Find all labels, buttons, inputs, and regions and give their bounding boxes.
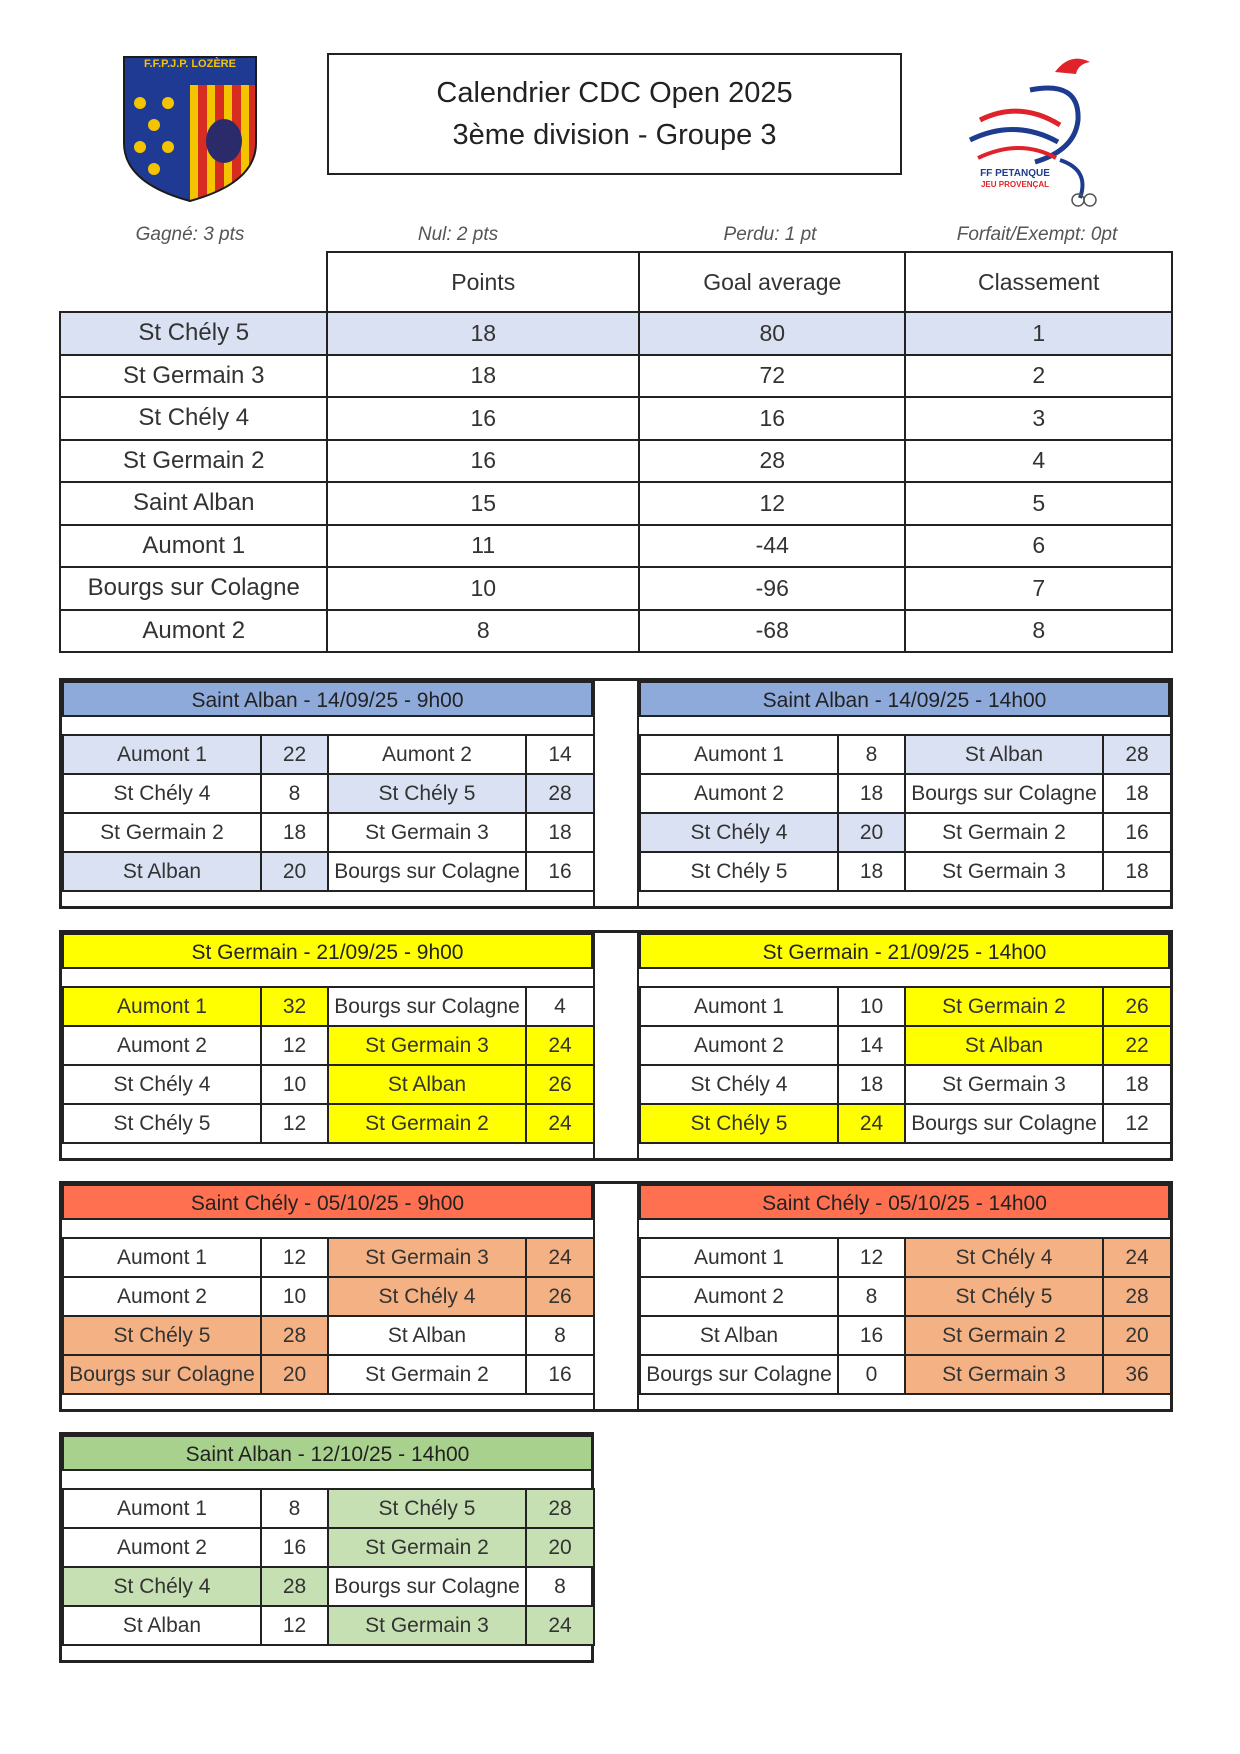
team-a: Aumont 2 (640, 1277, 838, 1316)
score-b: 18 (526, 813, 594, 852)
team-a: Bourgs sur Colagne (640, 1355, 838, 1394)
session-title: Saint Alban - 14/09/25 - 9h00 (62, 681, 593, 717)
score-a: 8 (838, 1277, 905, 1316)
team-a: St Chély 5 (640, 852, 838, 891)
team-rank: 1 (905, 312, 1172, 355)
match-row (63, 774, 594, 813)
team-points: 8 (327, 610, 639, 653)
match-row (63, 987, 594, 1026)
match-row (640, 774, 1171, 813)
col-points-header: Points (327, 252, 639, 312)
team-b: St Alban (328, 1316, 526, 1355)
score-b: 24 (526, 1606, 594, 1645)
standings-row (60, 525, 1172, 568)
match-row (640, 1104, 1171, 1143)
score-b: 28 (1103, 1277, 1171, 1316)
match-row (63, 1104, 594, 1143)
team-goal-average: -96 (639, 567, 905, 610)
team-b: St Germain 3 (905, 852, 1103, 891)
team-b: St Germain 2 (905, 813, 1103, 852)
match-row (640, 1238, 1171, 1277)
team-b: St Germain 3 (905, 1065, 1103, 1104)
team-name: St Chély 4 (60, 397, 327, 440)
session-title: Saint Alban - 14/09/25 - 14h00 (639, 681, 1170, 717)
team-goal-average: -68 (639, 610, 905, 653)
team-a: Aumont 1 (640, 987, 838, 1026)
standings-corner (60, 252, 327, 312)
round-section (59, 1432, 594, 1663)
session-spacer (62, 717, 593, 734)
match-row (640, 1026, 1171, 1065)
team-b: St Alban (328, 1065, 526, 1104)
match-table (639, 734, 1172, 892)
score-b: 36 (1103, 1355, 1171, 1394)
match-row (63, 1026, 594, 1065)
match-row (63, 1489, 594, 1528)
match-row (63, 1567, 594, 1606)
team-b: St Germain 2 (905, 1316, 1103, 1355)
round-section (59, 1181, 1173, 1412)
match-row (640, 1065, 1171, 1104)
match-row (63, 735, 594, 774)
ffpjp-logo (960, 50, 1120, 210)
team-b: St Germain 3 (328, 1238, 526, 1277)
team-a: St Chély 4 (63, 1567, 261, 1606)
session-divider (593, 681, 639, 906)
team-b: St Chély 5 (328, 1489, 526, 1528)
match-row (63, 1238, 594, 1277)
session-title: Saint Chély - 05/10/25 - 14h00 (639, 1184, 1170, 1220)
team-goal-average: 28 (639, 440, 905, 483)
team-a: St Chély 5 (63, 1104, 261, 1143)
team-a: St Chély 4 (640, 813, 838, 852)
match-table (639, 1237, 1172, 1395)
match-row (640, 813, 1171, 852)
team-b: St Germain 3 (328, 1606, 526, 1645)
session-spacer (639, 1220, 1170, 1237)
team-a: Aumont 2 (640, 774, 838, 813)
score-b: 26 (1103, 987, 1171, 1026)
score-a: 8 (261, 1489, 328, 1528)
session-spacer (639, 717, 1170, 734)
score-b: 8 (526, 1316, 594, 1355)
score-a: 20 (838, 813, 905, 852)
title-box (327, 53, 902, 175)
score-a: 16 (261, 1528, 328, 1567)
team-a: Aumont 1 (640, 1238, 838, 1277)
match-session (62, 1184, 593, 1395)
team-b: St Alban (905, 735, 1103, 774)
match-row (63, 1528, 594, 1567)
standings-row (60, 482, 1172, 525)
team-rank: 3 (905, 397, 1172, 440)
score-b: 24 (1103, 1238, 1171, 1277)
standings-row (60, 397, 1172, 440)
team-rank: 4 (905, 440, 1172, 483)
team-b: St Germain 2 (328, 1104, 526, 1143)
team-b: St Alban (905, 1026, 1103, 1065)
team-b: Bourgs sur Colagne (328, 1567, 526, 1606)
match-session (639, 1184, 1170, 1395)
team-b: St Germain 3 (328, 1026, 526, 1065)
match-session (639, 933, 1170, 1144)
score-a: 18 (838, 852, 905, 891)
match-row (63, 852, 594, 891)
score-a: 22 (261, 735, 328, 774)
score-a: 28 (261, 1316, 328, 1355)
match-table (62, 986, 595, 1144)
score-b: 18 (1103, 852, 1171, 891)
match-table (62, 1488, 595, 1646)
score-a: 0 (838, 1355, 905, 1394)
team-b: St Chély 5 (905, 1277, 1103, 1316)
team-name: Aumont 1 (60, 525, 327, 568)
match-row (63, 1277, 594, 1316)
score-a: 28 (261, 1567, 328, 1606)
team-points: 15 (327, 482, 639, 525)
team-a: Aumont 1 (63, 987, 261, 1026)
team-a: Aumont 1 (63, 735, 261, 774)
lozere-logo-text: F.F.P.J.P. LOZÈRE (144, 58, 236, 70)
score-b: 20 (1103, 1316, 1171, 1355)
team-goal-average: 72 (639, 355, 905, 398)
score-b: 24 (526, 1238, 594, 1277)
lozere-logo (120, 53, 260, 205)
match-session (62, 933, 593, 1144)
team-a: Aumont 2 (640, 1026, 838, 1065)
team-goal-average: -44 (639, 525, 905, 568)
ffpjp-logo-text-1: FF PETANQUE (980, 168, 1050, 179)
standings-row (60, 440, 1172, 483)
score-b: 20 (526, 1528, 594, 1567)
team-points: 10 (327, 567, 639, 610)
team-a: Aumont 1 (63, 1238, 261, 1277)
match-row (640, 852, 1171, 891)
score-a: 10 (261, 1065, 328, 1104)
score-b: 16 (526, 1355, 594, 1394)
score-a: 18 (261, 813, 328, 852)
score-a: 8 (261, 774, 328, 813)
match-table (62, 734, 595, 892)
score-b: 24 (526, 1104, 594, 1143)
session-divider (593, 1184, 639, 1409)
team-a: St Germain 2 (63, 813, 261, 852)
team-a: St Chély 4 (63, 774, 261, 813)
session-spacer (639, 969, 1170, 986)
session-divider (593, 933, 639, 1158)
score-b: 18 (1103, 1065, 1171, 1104)
standings-row (60, 355, 1172, 398)
session-title: St Germain - 21/09/25 - 14h00 (639, 933, 1170, 969)
team-b: St Germain 2 (905, 987, 1103, 1026)
legend-forfeit: Forfait/Exempt: 0pt (956, 224, 1118, 245)
match-row (63, 1355, 594, 1394)
team-a: Aumont 2 (63, 1277, 261, 1316)
score-a: 18 (838, 1065, 905, 1104)
match-row (63, 1606, 594, 1645)
team-rank: 7 (905, 567, 1172, 610)
match-table (639, 986, 1172, 1144)
score-b: 14 (526, 735, 594, 774)
team-a: Aumont 2 (63, 1026, 261, 1065)
team-a: St Alban (640, 1316, 838, 1355)
score-b: 28 (1103, 735, 1171, 774)
score-a: 12 (261, 1026, 328, 1065)
score-a: 12 (261, 1238, 328, 1277)
score-a: 18 (838, 774, 905, 813)
team-b: Aumont 2 (328, 735, 526, 774)
session-title: Saint Chély - 05/10/25 - 9h00 (62, 1184, 593, 1220)
team-points: 16 (327, 440, 639, 483)
match-session (639, 681, 1170, 892)
match-row (640, 1316, 1171, 1355)
session-title: Saint Alban - 12/10/25 - 14h00 (62, 1435, 593, 1471)
team-b: St Chély 4 (328, 1277, 526, 1316)
session-spacer (62, 969, 593, 986)
score-b: 18 (1103, 774, 1171, 813)
score-a: 12 (261, 1104, 328, 1143)
score-b: 28 (526, 774, 594, 813)
team-goal-average: 16 (639, 397, 905, 440)
score-a: 20 (261, 852, 328, 891)
session-spacer (62, 1220, 593, 1237)
team-name: Saint Alban (60, 482, 327, 525)
page-title: Calendrier CDC Open 2025 (436, 77, 793, 109)
score-b: 4 (526, 987, 594, 1026)
team-rank: 8 (905, 610, 1172, 653)
team-b: St Germain 2 (328, 1528, 526, 1567)
legend-draw: Nul: 2 pts (417, 224, 499, 245)
score-b: 28 (526, 1489, 594, 1528)
team-a: St Chély 4 (640, 1065, 838, 1104)
score-a: 24 (838, 1104, 905, 1143)
score-b: 26 (526, 1065, 594, 1104)
score-a: 16 (838, 1316, 905, 1355)
standings-row (60, 567, 1172, 610)
score-a: 10 (261, 1277, 328, 1316)
col-goal-header: Goal average (639, 252, 905, 312)
team-b: Bourgs sur Colagne (905, 774, 1103, 813)
round-section (59, 678, 1173, 909)
team-points: 18 (327, 312, 639, 355)
team-points: 18 (327, 355, 639, 398)
session-title: St Germain - 21/09/25 - 9h00 (62, 933, 593, 969)
team-rank: 2 (905, 355, 1172, 398)
standings-row (60, 610, 1172, 653)
score-b: 26 (526, 1277, 594, 1316)
team-a: Aumont 1 (63, 1489, 261, 1528)
team-a: St Chély 4 (63, 1065, 261, 1104)
team-b: Bourgs sur Colagne (328, 852, 526, 891)
match-row (640, 987, 1171, 1026)
match-row (63, 1065, 594, 1104)
round-section (59, 930, 1173, 1161)
team-a: St Alban (63, 1606, 261, 1645)
team-b: St Chély 5 (328, 774, 526, 813)
score-b: 16 (1103, 813, 1171, 852)
match-row (63, 1316, 594, 1355)
score-a: 32 (261, 987, 328, 1026)
score-b: 8 (526, 1567, 594, 1606)
match-row (640, 1355, 1171, 1394)
team-a: St Chély 5 (63, 1316, 261, 1355)
score-b: 22 (1103, 1026, 1171, 1065)
team-b: Bourgs sur Colagne (328, 987, 526, 1026)
team-b: St Germain 3 (328, 813, 526, 852)
score-a: 12 (838, 1238, 905, 1277)
team-name: Bourgs sur Colagne (60, 567, 327, 610)
legend-lost: Perdu: 1 pt (723, 224, 817, 245)
team-name: St Germain 2 (60, 440, 327, 483)
ffpjp-logo-text-2: JEU PROVENÇAL (980, 180, 1050, 189)
standings-header-row (60, 252, 1172, 312)
standings-row (60, 312, 1172, 355)
match-row (640, 735, 1171, 774)
score-a: 10 (838, 987, 905, 1026)
match-table (62, 1237, 595, 1395)
legend-won: Gagné: 3 pts (135, 224, 245, 245)
standings-table (59, 251, 1173, 653)
team-a: Aumont 2 (63, 1528, 261, 1567)
team-name: St Chély 5 (60, 312, 327, 355)
team-rank: 5 (905, 482, 1172, 525)
score-a: 12 (261, 1606, 328, 1645)
team-rank: 6 (905, 525, 1172, 568)
score-b: 16 (526, 852, 594, 891)
team-points: 11 (327, 525, 639, 568)
team-b: St Germain 2 (328, 1355, 526, 1394)
score-b: 24 (526, 1026, 594, 1065)
score-a: 14 (838, 1026, 905, 1065)
team-goal-average: 12 (639, 482, 905, 525)
team-name: St Germain 3 (60, 355, 327, 398)
match-row (640, 1277, 1171, 1316)
team-points: 16 (327, 397, 639, 440)
team-name: Aumont 2 (60, 610, 327, 653)
session-spacer (62, 1471, 593, 1488)
col-rank-header: Classement (905, 252, 1172, 312)
team-a: St Alban (63, 852, 261, 891)
team-b: St Germain 3 (905, 1355, 1103, 1394)
team-b: Bourgs sur Colagne (905, 1104, 1103, 1143)
team-b: St Chély 4 (905, 1238, 1103, 1277)
team-a: Aumont 1 (640, 735, 838, 774)
score-a: 8 (838, 735, 905, 774)
match-session (62, 681, 593, 892)
score-a: 20 (261, 1355, 328, 1394)
score-b: 12 (1103, 1104, 1171, 1143)
match-row (63, 813, 594, 852)
match-session (62, 1435, 593, 1646)
team-goal-average: 80 (639, 312, 905, 355)
team-a: Bourgs sur Colagne (63, 1355, 261, 1394)
team-a: St Chély 5 (640, 1104, 838, 1143)
page-subtitle: 3ème division - Groupe 3 (452, 119, 777, 151)
